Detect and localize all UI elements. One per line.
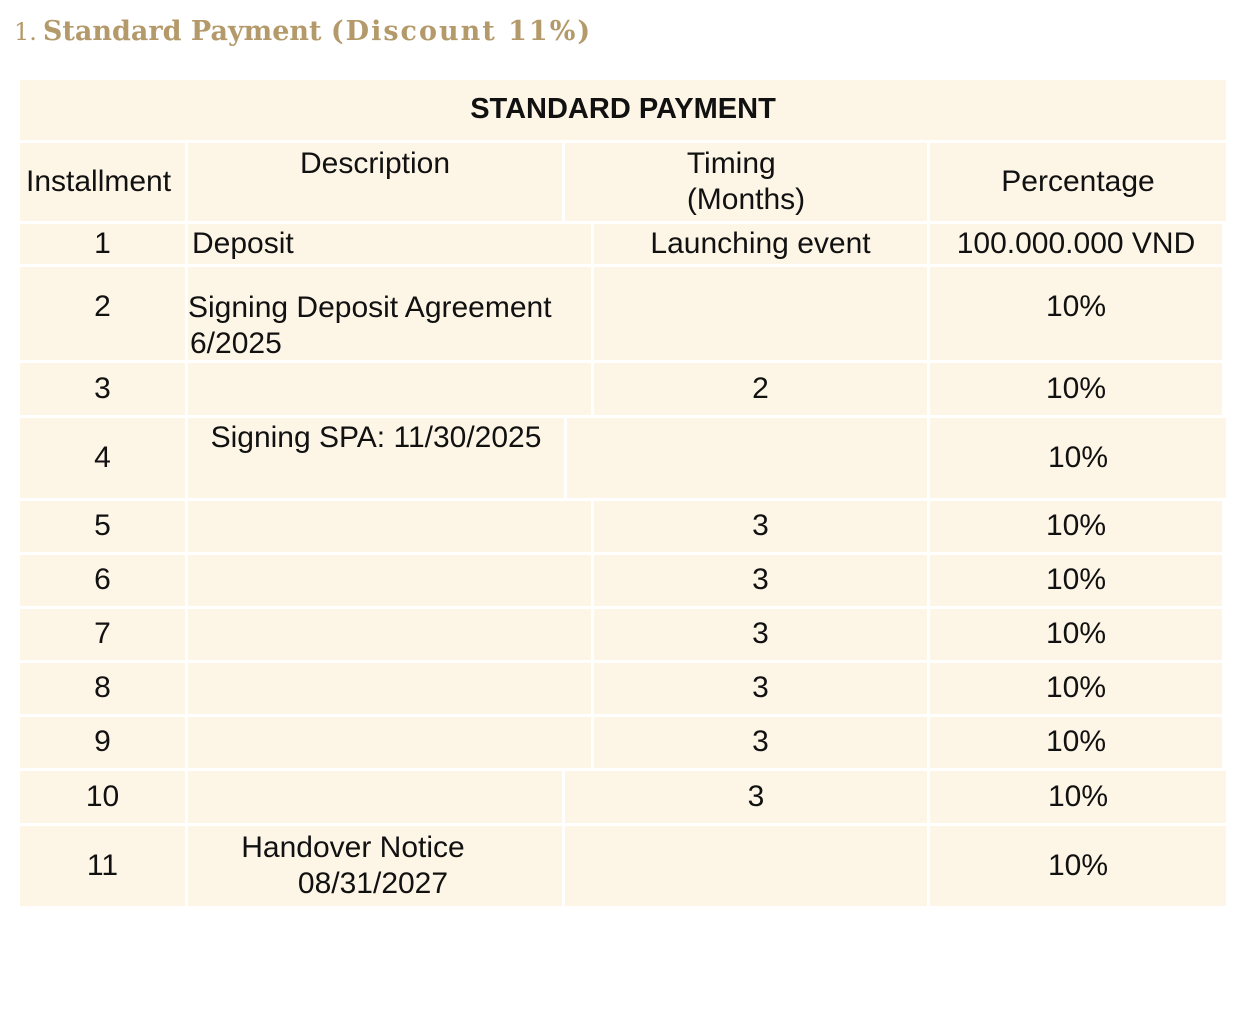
row5-timing: 3 xyxy=(594,501,927,552)
row1-installment: 1 xyxy=(20,224,185,264)
section-heading xyxy=(14,16,592,47)
row3-percentage: 10% xyxy=(930,363,1222,415)
row10-percentage: 10% xyxy=(930,771,1226,823)
row10-timing: 3 xyxy=(565,771,927,823)
row11-installment: 11 xyxy=(20,826,185,906)
row11-percentage: 10% xyxy=(930,826,1226,906)
header-description: Description xyxy=(188,143,562,221)
row11-description-line2: 08/31/2027 xyxy=(297,867,449,900)
row9-description xyxy=(188,717,591,768)
section-title: Standard Payment xyxy=(42,16,322,47)
row6-description xyxy=(188,555,591,606)
row5-description xyxy=(188,501,591,552)
row7-installment: 7 xyxy=(20,609,185,660)
row2-description-line2: 6/2025 xyxy=(190,327,282,360)
row8-timing: 3 xyxy=(594,663,927,714)
row6-percentage: 10% xyxy=(930,555,1222,606)
row7-description xyxy=(188,609,591,660)
row3-installment: 3 xyxy=(20,363,185,415)
row9-installment: 9 xyxy=(20,717,185,768)
row2-installment: 2 xyxy=(20,267,185,360)
row1-percentage: 100.000.000 VND xyxy=(930,224,1222,264)
row2-percentage: 10% xyxy=(930,267,1222,360)
row7-percentage: 10% xyxy=(930,609,1222,660)
row6-timing: 3 xyxy=(594,555,927,606)
row5-percentage: 10% xyxy=(930,501,1222,552)
row4-timing xyxy=(567,418,927,498)
row4-description: Signing SPA: 11/30/2025 xyxy=(188,418,564,498)
row9-percentage: 10% xyxy=(930,717,1222,768)
row7-timing: 3 xyxy=(594,609,927,660)
row8-installment: 8 xyxy=(20,663,185,714)
header-timing-line2: (Months) xyxy=(686,183,806,216)
header-installment: Installment xyxy=(20,143,185,221)
header-timing-line1: Timing xyxy=(686,147,776,180)
row10-installment: 10 xyxy=(20,771,185,823)
row6-installment: 6 xyxy=(20,555,185,606)
row4-percentage: 10% xyxy=(930,418,1226,498)
row2-description-line1: Signing Deposit Agreement xyxy=(188,291,552,324)
row4-installment: 4 xyxy=(20,418,185,498)
row1-description: Deposit xyxy=(188,224,591,264)
row1-timing: Launching event xyxy=(594,224,927,264)
row11-description xyxy=(188,826,562,906)
section-discount: (Discount 11%) xyxy=(330,16,593,47)
table-title: STANDARD PAYMENT xyxy=(20,80,1226,140)
header-timing xyxy=(565,143,927,221)
row8-percentage: 10% xyxy=(930,663,1222,714)
row3-description xyxy=(188,363,591,415)
row5-installment: 5 xyxy=(20,501,185,552)
header-percentage: Percentage xyxy=(930,143,1226,221)
row11-timing xyxy=(565,826,927,906)
row9-timing: 3 xyxy=(594,717,927,768)
row11-description-line1: Handover Notice xyxy=(241,831,465,864)
row2-timing xyxy=(594,267,927,360)
row8-description xyxy=(188,663,591,714)
row3-timing: 2 xyxy=(594,363,927,415)
row2-description xyxy=(188,267,591,360)
section-number: 1. xyxy=(14,18,37,46)
row10-description xyxy=(188,771,562,823)
